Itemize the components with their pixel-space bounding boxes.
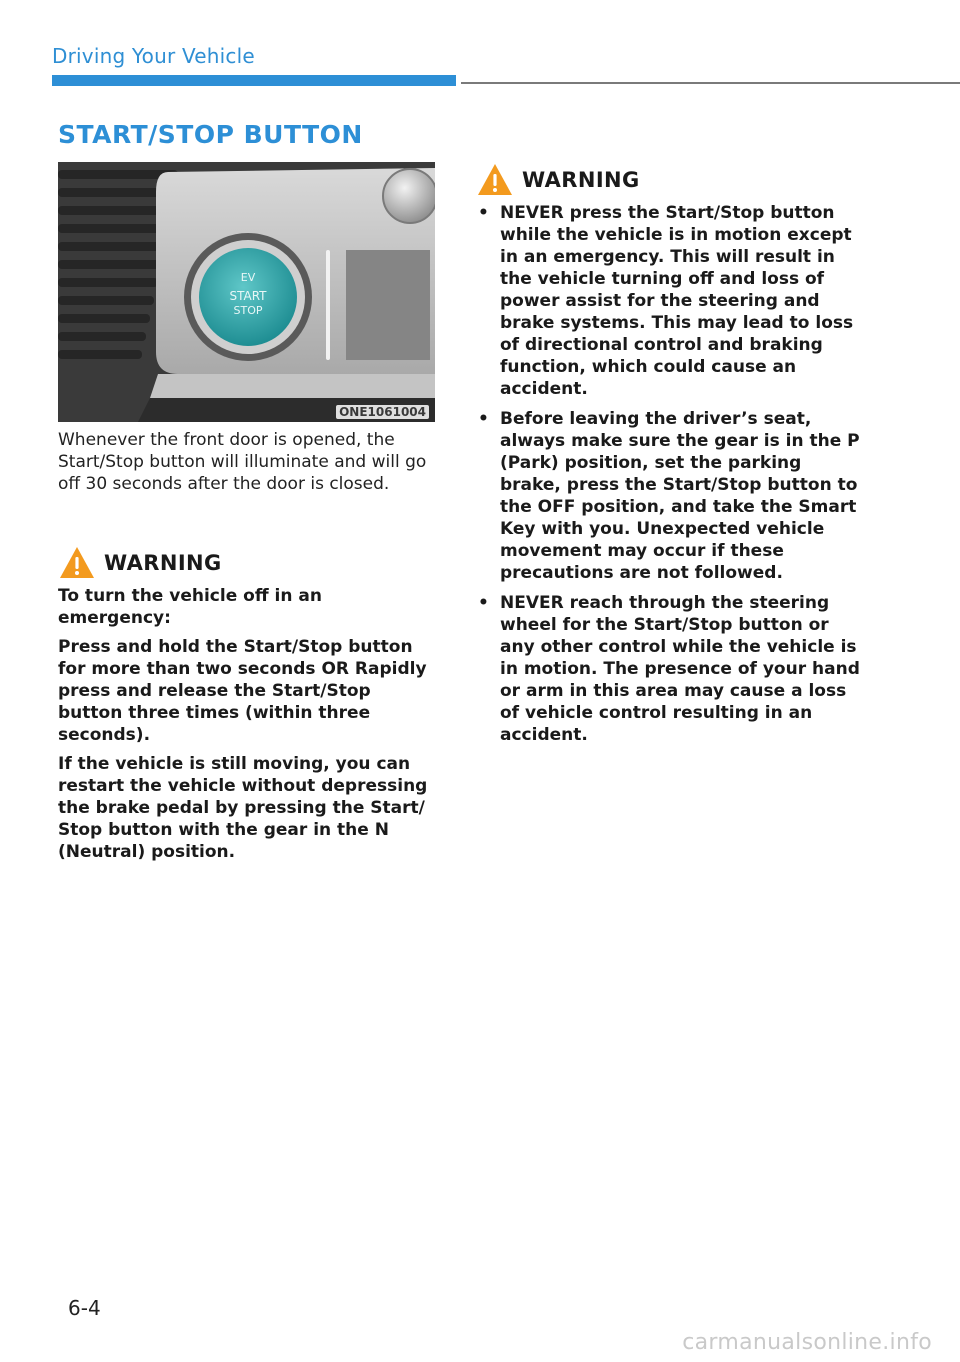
figure-code: ONE1061004 [336, 405, 429, 419]
warning-para-2: If the vehicle is still moving, you can restart the vehicle without depressing the brake pedal by pressing the Start/ Stop button with the gear in the N (Neutral) position. [58, 754, 428, 862]
warning-label-right: WARNING [522, 168, 640, 192]
warning-triangle-icon [58, 544, 96, 582]
header-rule-gray [461, 82, 960, 84]
header-rule-blue [52, 75, 456, 86]
page-number: 6-4 [68, 1296, 101, 1320]
bullet-glyph: • [478, 203, 489, 223]
warning-para-1: Press and hold the Start/Stop button for more than two seconds OR Rapidly press and release the Start/Stop button three times (within three seconds). [58, 637, 427, 745]
chapter-title: Driving Your Vehicle [52, 44, 255, 68]
warning-heading-left [58, 544, 222, 582]
body-paragraph: Whenever the front door is opened, the Start/Stop button will illuminate and will go off 30 seconds after the door is closed. [58, 430, 427, 494]
warning-lead: To turn the vehicle off in an emergency: [58, 586, 322, 628]
bullet-glyph: • [478, 593, 489, 613]
warning-list-right [476, 202, 866, 754]
start-stop-photo [58, 162, 435, 422]
warning-item-text: NEVER press the Start/Stop button while the vehicle is in motion except in an emergency. This will result in the vehicle turning off and loss of power assist for the steering and brake systems. This may lead to loss of directional control and braking function, which could cause an accident. [500, 203, 854, 399]
warning-label-left: WARNING [104, 551, 222, 575]
button-label-ev: EV [240, 271, 256, 284]
warning-item-text: Before leaving the driver’s seat, always make sure the gear is in the P (Park) position, set the parking brake, press the Start/Stop button to the OFF position, and take the Smart Key with you. Unexpected vehicle movement may occur if these precautions are not followed. [500, 409, 860, 583]
warning-body-left [58, 585, 438, 870]
section-title: START/STOP BUTTON [58, 120, 363, 149]
warning-triangle-icon [476, 161, 514, 199]
bullet-glyph: • [478, 409, 489, 429]
list-item [476, 408, 866, 584]
list-item [476, 592, 866, 746]
watermark: carmanualsonline.info [682, 1330, 932, 1355]
dashboard-illustration [58, 162, 435, 422]
warning-item-text: NEVER reach through the steering wheel for the Start/Stop button or any other control while the vehicle is in motion. The presence of your hand or arm in this area may cause a loss of vehicle control resulting in an accident. [500, 593, 860, 745]
warning-heading-right [476, 161, 640, 199]
button-label-start: START [229, 289, 267, 303]
list-item [476, 202, 866, 400]
button-label-stop: STOP [233, 304, 263, 317]
